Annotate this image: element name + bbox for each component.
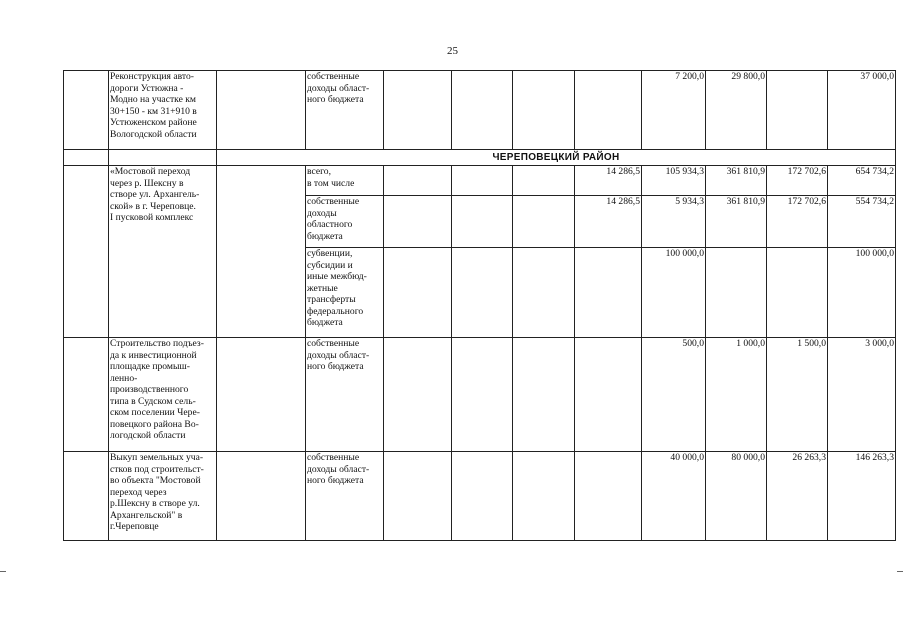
value-cell xyxy=(706,248,767,338)
project-name-cell: «Мостовой переход через р. Шексну в створе ул. Архангель- ской» в г. Череповце. I пусковой комплекс xyxy=(109,166,217,338)
table-row xyxy=(64,338,896,452)
empty-cell xyxy=(217,338,306,452)
value-cell: 26 263,3 xyxy=(767,452,828,541)
value-cell xyxy=(767,71,828,150)
region-title: ЧЕРЕПОВЕЦКИЙ РАЙОН xyxy=(217,150,896,166)
value-cell: 100 000,0 xyxy=(642,248,706,338)
empty-cell xyxy=(64,166,109,338)
value-cell xyxy=(513,248,575,338)
project-name-cell: Строительство подъез- да к инвестиционной площадке промыш- ленно- производственного типа в Судском сель- ском поселении Чере- повецкого района Во- логодской области xyxy=(109,338,217,452)
value-cell: 40 000,0 xyxy=(642,452,706,541)
empty-cell xyxy=(109,150,217,166)
value-cell: 80 000,0 xyxy=(706,452,767,541)
value-cell: 361 810,9 xyxy=(706,196,767,248)
value-cell xyxy=(452,71,513,150)
table-row xyxy=(64,452,896,541)
value-cell: 554 734,2 xyxy=(828,196,896,248)
value-cell xyxy=(452,166,513,196)
value-cell xyxy=(384,166,452,196)
funding-source-cell: собственные доходы областного бюджета xyxy=(306,196,384,248)
empty-cell xyxy=(217,71,306,150)
funding-source-cell: собственные доходы област- ного бюджета xyxy=(306,338,384,452)
value-cell xyxy=(452,338,513,452)
value-cell: 7 200,0 xyxy=(642,71,706,150)
value-cell xyxy=(513,166,575,196)
page-number: 25 xyxy=(447,45,458,57)
value-cell: 3 000,0 xyxy=(828,338,896,452)
value-cell: 1 500,0 xyxy=(767,338,828,452)
budget-table xyxy=(63,70,896,541)
value-cell: 100 000,0 xyxy=(828,248,896,338)
value-cell: 654 734,2 xyxy=(828,166,896,196)
value-cell xyxy=(452,196,513,248)
empty-cell xyxy=(217,166,306,338)
table-row xyxy=(64,71,896,150)
value-cell: 172 702,6 xyxy=(767,166,828,196)
value-cell xyxy=(513,71,575,150)
value-cell xyxy=(384,71,452,150)
funding-source-cell: собственные доходы област- ного бюджета xyxy=(306,452,384,541)
region-header-row xyxy=(64,150,896,166)
value-cell xyxy=(452,452,513,541)
empty-cell xyxy=(64,452,109,541)
value-cell xyxy=(452,248,513,338)
value-cell xyxy=(575,248,642,338)
empty-cell xyxy=(64,150,109,166)
value-cell xyxy=(513,196,575,248)
value-cell: 14 286,5 xyxy=(575,166,642,196)
value-cell xyxy=(767,248,828,338)
value-cell: 1 000,0 xyxy=(706,338,767,452)
value-cell: 5 934,3 xyxy=(642,196,706,248)
value-cell: 172 702,6 xyxy=(767,196,828,248)
empty-cell xyxy=(64,338,109,452)
value-cell xyxy=(513,452,575,541)
empty-cell xyxy=(217,452,306,541)
empty-cell xyxy=(64,71,109,150)
value-cell xyxy=(384,248,452,338)
funding-source-cell: всего, в том числе xyxy=(306,166,384,196)
value-cell xyxy=(384,338,452,452)
project-name-cell: Выкуп земельных уча- стков под строительст- во объекта "Мостовой переход через р.Шексну в створе ул. Архангельской" в г.Череповце xyxy=(109,452,217,541)
value-cell: 29 800,0 xyxy=(706,71,767,150)
table-row xyxy=(64,166,896,196)
scan-edge-mark xyxy=(897,571,903,572)
value-cell xyxy=(575,338,642,452)
value-cell: 105 934,3 xyxy=(642,166,706,196)
value-cell xyxy=(575,452,642,541)
value-cell: 14 286,5 xyxy=(575,196,642,248)
funding-source-cell: собственные доходы област- ного бюджета xyxy=(306,71,384,150)
value-cell xyxy=(384,196,452,248)
value-cell: 37 000,0 xyxy=(828,71,896,150)
value-cell xyxy=(513,338,575,452)
value-cell xyxy=(384,452,452,541)
scan-edge-mark xyxy=(0,571,6,572)
value-cell: 500,0 xyxy=(642,338,706,452)
project-name-cell: Реконструкция авто- дороги Устюжна - Модно на участке км 30+150 - км 31+910 в Устюженском районе Вологодской области xyxy=(109,71,217,150)
funding-source-cell: субвенции, субсидии и иные межбюд- жетные трансферты федерального бюджета xyxy=(306,248,384,338)
value-cell: 361 810,9 xyxy=(706,166,767,196)
value-cell xyxy=(575,71,642,150)
value-cell: 146 263,3 xyxy=(828,452,896,541)
